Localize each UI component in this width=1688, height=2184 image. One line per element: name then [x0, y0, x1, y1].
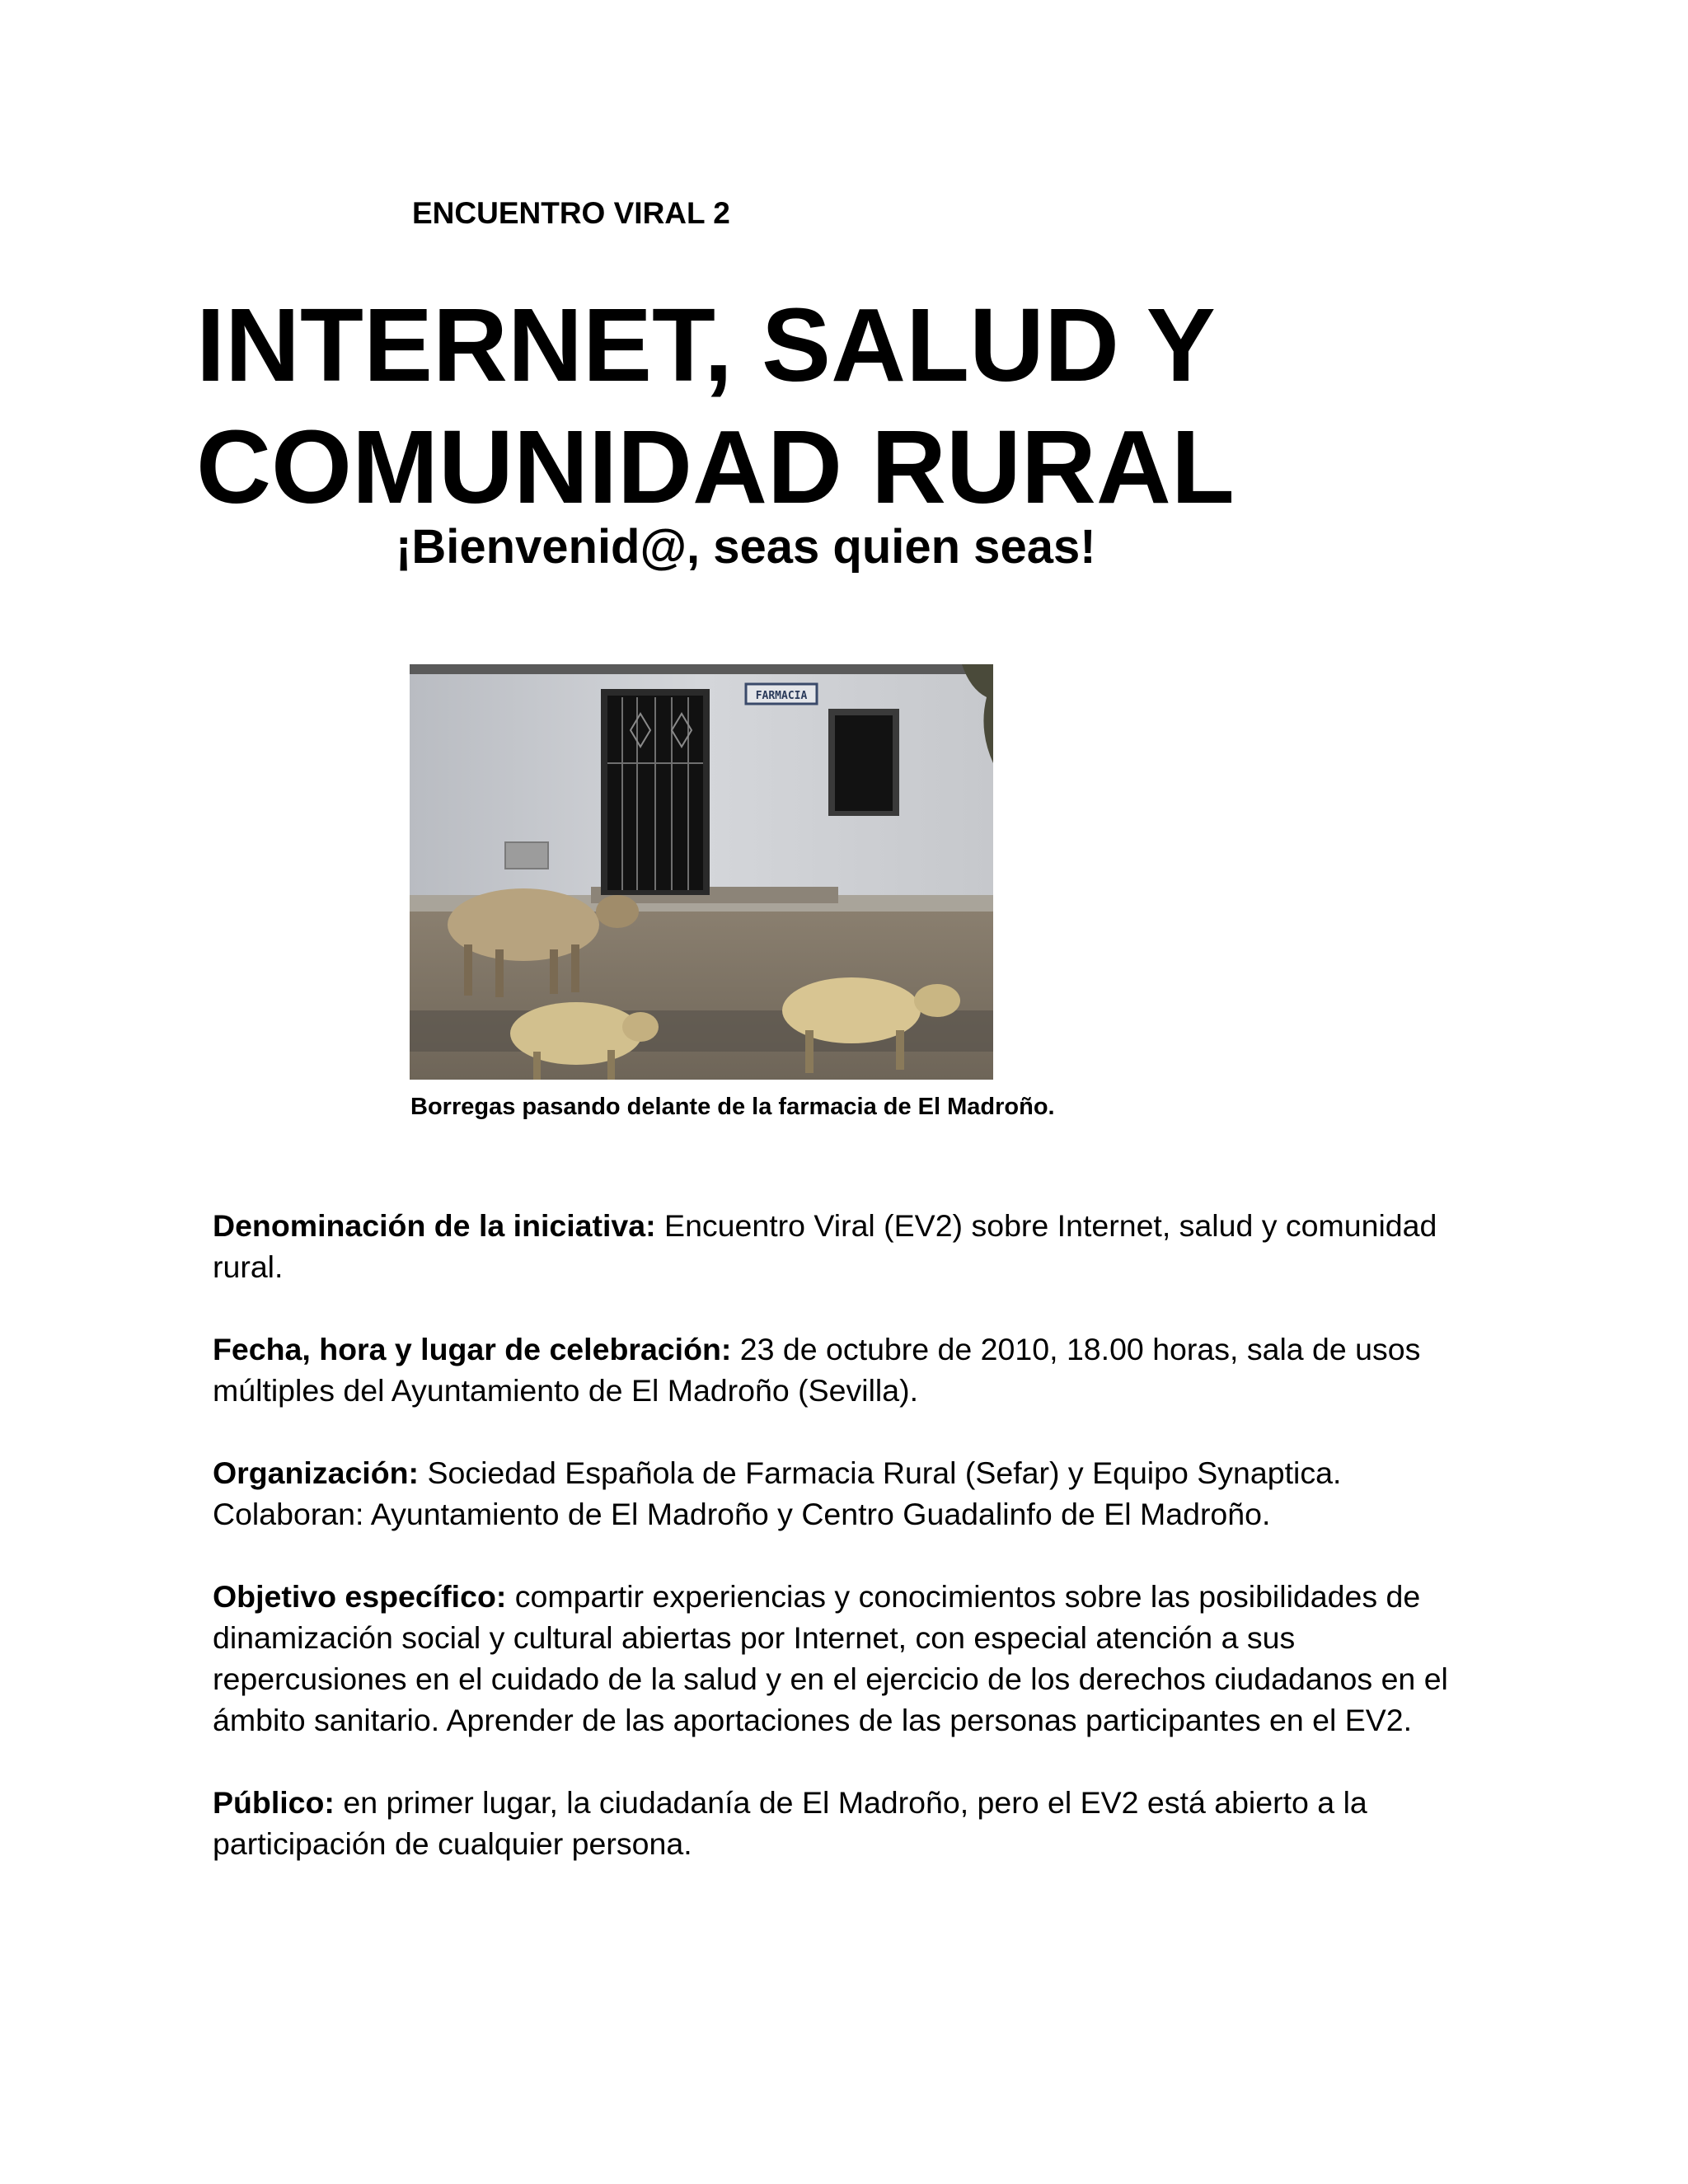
pharmacy-sheep-photo	[410, 664, 993, 1080]
section-text: 23 de octubre de 2010, 18.00 horas, sala de usos múltiples del Ayuntamiento de El Madroño (Sevilla).	[213, 1332, 1421, 1408]
section-label: Denominación de la iniciativa:	[213, 1208, 656, 1243]
section-objetivo	[213, 1576, 1482, 1741]
event-kicker: ENCUENTRO VIRAL 2	[412, 196, 730, 230]
section-label: Público:	[213, 1785, 335, 1820]
section-text: Sociedad Española de Farmacia Rural (Sefar) y Equipo Synaptica. Colaboran: Ayuntamiento de El Madroño y Centro Guadalinfo de El Madroño.	[213, 1455, 1342, 1531]
section-label: Organización:	[213, 1455, 420, 1490]
section-denominacion	[213, 1205, 1482, 1287]
title-line-2: COMUNIDAD RURAL	[196, 409, 1235, 525]
section-label: Objetivo específico:	[213, 1579, 507, 1614]
photo-caption: Borregas pasando delante de la farmacia de El Madroño.	[410, 1094, 1055, 1120]
title-line-1: INTERNET, SALUD Y	[196, 287, 1216, 403]
section-text: Encuentro Viral (EV2) sobre Internet, salud y comunidad rural.	[213, 1208, 1437, 1284]
section-label: Fecha, hora y lugar de celebración:	[213, 1332, 732, 1366]
section-organizacion	[213, 1452, 1482, 1535]
event-details	[213, 1205, 1482, 1905]
page-title	[196, 284, 1515, 528]
welcome-subtitle: ¡Bienvenid@, seas quien seas!	[396, 520, 1096, 574]
section-text: en primer lugar, la ciudadanía de El Madroño, pero el EV2 está abierto a la participación de cualquier persona.	[213, 1785, 1367, 1861]
section-fecha	[213, 1329, 1482, 1411]
section-text: compartir experiencias y conocimientos sobre las posibilidades de dinamización social y cultural abiertas por Internet, con especial atención a sus repercusiones en el cuidado de la salud y en el ejercicio de los derechos ciudadanos en el ámbito sanitario. Aprender de las aportaciones de las personas participantes en el EV2.	[213, 1579, 1448, 1737]
section-publico	[213, 1782, 1482, 1864]
pharmacy-sign-text: FARMACIA	[755, 690, 808, 702]
